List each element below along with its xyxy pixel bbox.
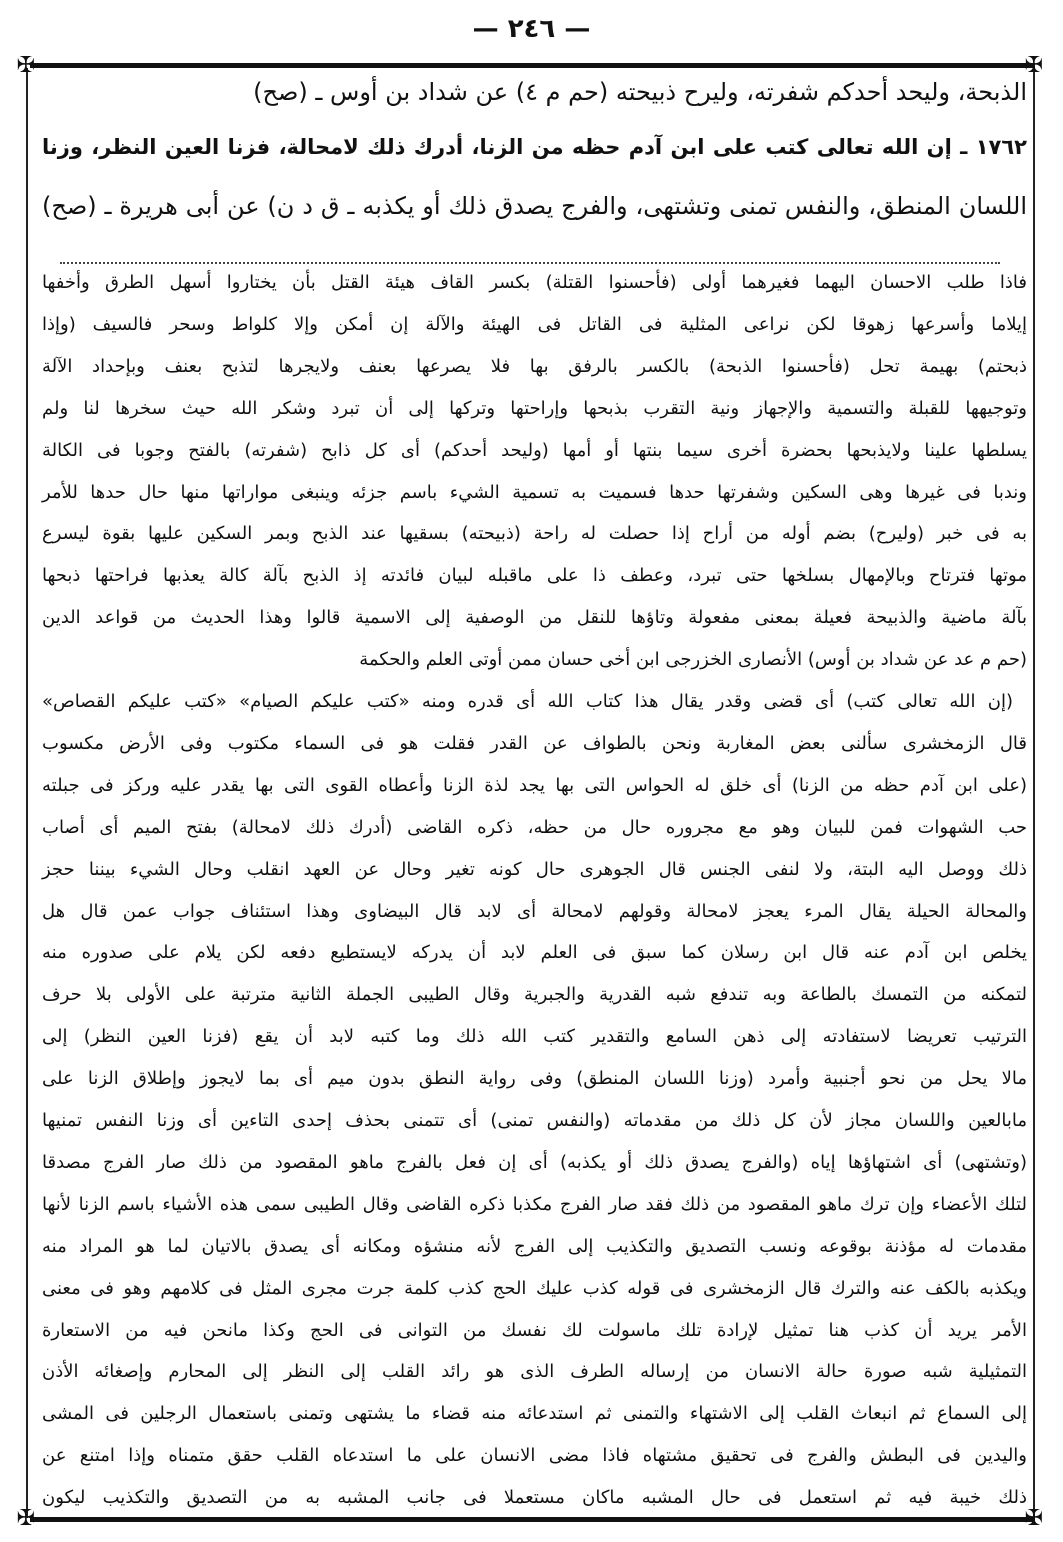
commentary-line: قال الزمخشرى سألنى بعض المغاربة ونحن بالطواف عن القدر فقلت هو فى السماء مكتوب وفى الأرض مكسوب (42, 732, 1027, 754)
commentary-line: مقدمات له مؤذنة بوقوعه ونسب التصديق والتكذيب إلى الفرج لأنه منشؤه ومكانه أى يصدق بالاتيان لما هو المراد منه (42, 1235, 1027, 1257)
commentary-line: (على ابن آدم حظه من الزنا) أى خلق له الحواس التى بها يجد لذة الزنا وأعطاه القوى التى بها يقدر عليه وركز فى جبلته (42, 774, 1027, 796)
commentary-line: ذبحتم) بهيمة تحل (فأحسنوا الذبحة) بالكسر بالرفق بها فلا يصرعها بعنف ولايجرها لتذبح بعنف وبإحداد الآلة (42, 355, 1027, 377)
page-number: — ٢٤٦ — (472, 14, 591, 44)
hadith-line: الذبحة، وليحد أحدكم شفرته، وليرح ذبيحته (حم م ٤) عن شداد بن أوس ـ (صح) (253, 78, 1027, 106)
commentary-line: واليدين فى البطش والفرج فى تحقيق مشتهاه فاذا مضى الانسان على ما استدعاه القلب حقق متمناه وإذا امتنع عن (42, 1445, 1027, 1467)
commentary-line: لتمكنه من التمسك بالطاعة وبه تندفع شبه القدرية والجبرية وقال الطيبى الجملة الثانية مترتبة على الأولى بلا حرف (42, 984, 1027, 1006)
separator-dotted (60, 262, 1000, 264)
hadith-line: ١٧٦٢ ـ إن الله تعالى كتب على ابن آدم حظه من الزنا، أدرك ذلك لامحالة، فزنا العين النظر، وزنا (42, 135, 1027, 159)
commentary-line: ذلك ووصل اليه البتة، ولا لنفى الجنس قال الجوهرى حال كونه تغير وحال عن العهد انقلب وحال الشيء بيننا حجز (42, 858, 1027, 880)
commentary-line: مالا يحل من نحو أجنبية وأمرد (وزنا اللسان المنطق) وفى رواية النطق بدون ميم أى بما لايجوز وإطلاق الزنا على (42, 1068, 1027, 1090)
corner-ornament-icon: ✠ (16, 53, 36, 78)
commentary-line: التمثيلية شبه صورة حالة الانسان من إرساله الطرف الذى هو رائد القلب إلى النظر إلى المحارم وإصغائه الأذن (42, 1361, 1027, 1383)
corner-ornament-icon: ✠ (1024, 1506, 1044, 1531)
commentary-line: إيلاما وأسرعها زهوقا لكن نراعى المثلية فى القاتل فى الهيئة والآلة إن أمكن وإلا كلواط وسحر فالسيف (وإذا (42, 313, 1027, 335)
commentary-line: إلى السماع ثم انبعاث القلب إلى الاشتهاء والتمنى ثم استدعائه منه قضاء ما يشتهى وتمنى باستعمال الرجلين فى المشى (42, 1403, 1027, 1425)
commentary-line: وندبا فى غيرها وهى السكين وشفرتها حدها فسميت به تسمية الشيء باسم جزئه وينبغى مواراتها منها حال حدها للأمر (42, 481, 1027, 503)
commentary-line: بآلة ماضية والذبيحة فعيلة بمعنى مفعولة وتاؤها للنقل من الوصفية إلى الاسمية قالوا وهذا الحديث من قواعد الدين (42, 607, 1027, 629)
right-frame-line (1033, 68, 1035, 1518)
commentary-line: ذلك خيبة فيه ثم استعمل فى حال المشبه ماكان مستعملا فى جانب المشبه به من التصديق والتكذيب ليكون (42, 1487, 1027, 1509)
commentary-line: مابالعين واللسان مجاز لأن كل ذلك من مقدماته (والنفس تمنى) أى تتمنى بحذف إحدى التاءين أى وزنا النفس تمنيها (42, 1110, 1027, 1131)
bottom-rule (30, 1517, 1035, 1522)
commentary-line: حب الشهوات فمن للبيان وهو مع مجروره حال من حظه، ذكره القاضى (أدرك ذلك لامحالة) بفتح الميم أى أصاب (42, 816, 1027, 838)
commentary-line: (حم م عد عن شداد بن أوس) الأنصارى الخزرجى ابن أخى حسان ممن أوتى العلم والحكمة (359, 649, 1027, 671)
commentary-line: (إن الله تعالى كتب) أى قضى وقدر يقال هذا كتاب الله أى قدره ومنه «كتب عليكم الصيام» «كتب عليكم القصاص» (42, 691, 1013, 712)
commentary-line: وتوجيهها للقبلة والتسمية والإجهاز ونية التقرب بذبحها وإراحتها وتركها إلى أن تبرد وشكر الله حيث سخرها لنا ولم (42, 397, 1027, 419)
commentary-line: (وتشتهى) أى اشتهاؤها إياه (والفرج يصدق ذلك أو يكذبه) أى إن فعل بالفرج ماهو المقصود من ذلك صار الفرج مصدقا (42, 1151, 1027, 1173)
commentary-line: والمحالة الحيلة يقال المرء يعجز لامحالة وقولهم لامحالة أى لابد قال البيضاوى وهذا استئناف جواب عمن قال هل (42, 900, 1027, 922)
corner-ornament-icon: ✠ (16, 1506, 36, 1531)
commentary-line: ويكذبه بالكف عنه والترك قال الزمخشرى فى قوله كذب عليك الحج كذب كلمة جرت مجرى المثل فى كلامهم وهو فى معنى (42, 1277, 1027, 1299)
left-frame-line (26, 68, 28, 1518)
commentary-line: الأمر يريد أن كذب هنا تمثيل لإرادة تلك ماسولت لك نفسك من التوانى فى الحج وكذا مانحن فيه من الاستعارة (42, 1319, 1027, 1341)
commentary-line: لتلك الأعضاء وإن ترك ماهو المقصود من ذلك فقد صار الفرج مكذبا ذكره القاضى وقال الطيبى سمى هذه الأشياء باسم الزنا لأنها (42, 1193, 1027, 1215)
corner-ornament-icon: ✠ (1024, 53, 1044, 78)
top-rule (30, 63, 1035, 68)
commentary-line: الترتيب تعريضا لاستفادته إلى ذهن السامع والتقدير كتب الله ذلك وما كتبه لابد أن يقع (فزنا العين النظر) إلى (42, 1026, 1027, 1048)
commentary-line: فاذا طلب الاحسان اليهما فغيرهما أولى (فأحسنوا القتلة) بكسر القاف هيئة القتل بأن يختاروا أسهل الطرق وأخفها (42, 272, 1027, 293)
commentary-line: يسلطها علينا ولايذبحها بحضرة أخرى سيما بنتها أو أمها (وليحد أحدكم) أى كل ذابح (شفرته) بالفتح وجوبا فى الكالة (42, 439, 1027, 461)
commentary-line: موتها فترتاح وبالإمهال بسلخها حتى تبرد، وعطف ذا على ماقبله لبيان فائدته إذ الذبح بآلة كالة يعذبها فراحتها ذبحها (42, 565, 1027, 587)
commentary-line: يخلص ابن آدم عنه قال ابن رسلان كما سبق فى العلم لابد أن يدركه لايستطيع دفعه لكن يلام على صدوره منه (42, 942, 1027, 964)
commentary-line: به فى خبر (وليرح) بضم أوله من أراح إذا حصلت له راحة (ذبيحته) بسقيها عند الذبح وبمر السكين عليها بقوة ليسرع (42, 523, 1027, 545)
hadith-line: اللسان المنطق، والنفس تمنى وتشتهى، والفرج يصدق ذلك أو يكذبه ـ ق د ن) عن أبى هريرة ـ (صح) (42, 192, 1027, 220)
